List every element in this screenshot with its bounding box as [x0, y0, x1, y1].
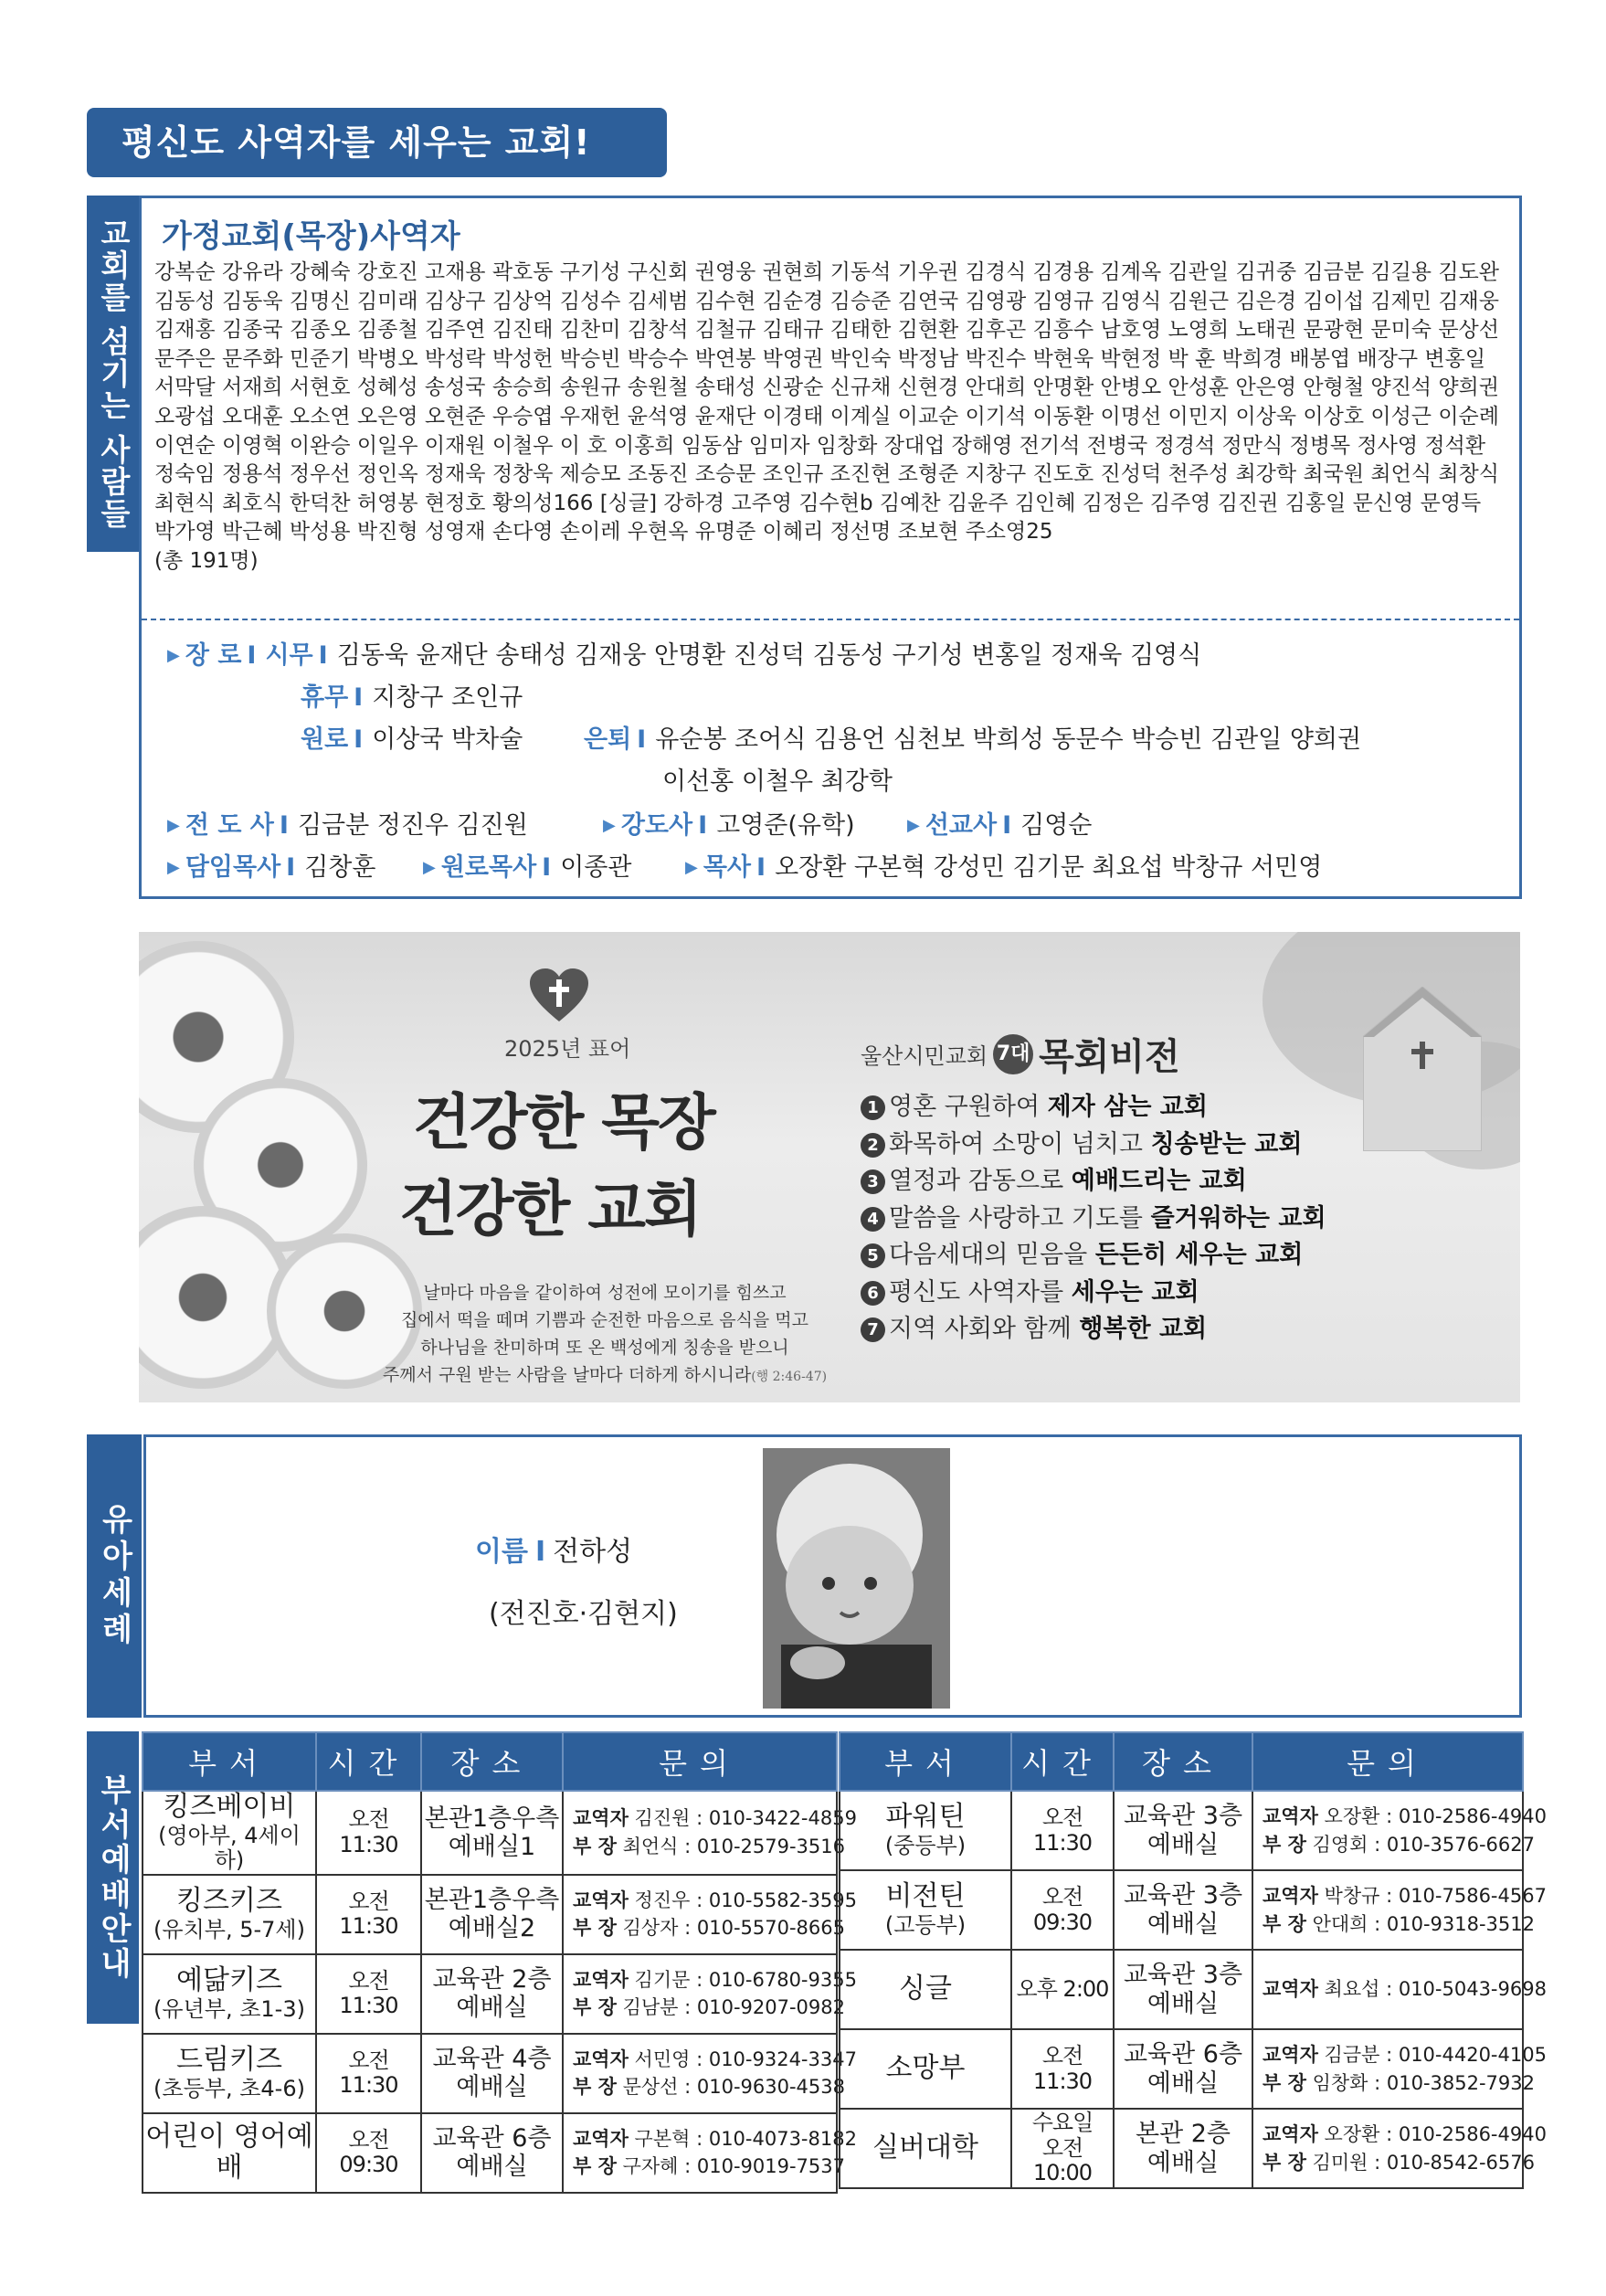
motto-year: 2025년 표어	[504, 1036, 631, 1062]
contact-line	[573, 2125, 857, 2153]
header-place: 장소	[421, 1732, 563, 1791]
dept-name: 비전틴	[885, 1880, 966, 1913]
baby-photo	[763, 1448, 950, 1709]
dept-sub: (고등부)	[884, 1911, 967, 1938]
time-cell	[316, 1791, 421, 1875]
table-row	[143, 2034, 837, 2113]
vision-emphasis: 예배드리는 교회	[1071, 1167, 1247, 1195]
vision-emphasis: 행복한 교회	[1079, 1315, 1208, 1343]
contact-value: 최언식 : 010-2579-3516	[622, 1835, 845, 1857]
baptism-box	[143, 1434, 1522, 1718]
contact-line	[573, 1966, 857, 1994]
table-row	[840, 2029, 1523, 2109]
vision-title: 목회비전	[1039, 1035, 1180, 1078]
place-line-2: 예배실	[456, 2073, 528, 2102]
contact-value: 김미원 : 010-8542-6576	[1312, 2151, 1535, 2174]
place-line-1: 본관1층우측	[424, 1804, 560, 1833]
contact-cell	[1252, 1870, 1547, 1950]
contact-cell	[563, 2034, 857, 2113]
contact-role: 교역자	[573, 2127, 629, 2150]
place-line-2: 예배실	[456, 2153, 528, 2182]
elder-retired-line-2	[662, 761, 893, 797]
retired-elder-names-2: 이선홍 이철우 최강학	[662, 767, 893, 796]
senior-pastor-label: 담임목사	[185, 853, 281, 882]
active-label: 시무	[265, 641, 313, 670]
contact-role: 부 장	[1263, 2071, 1306, 2094]
table-row	[143, 2113, 837, 2193]
vision-item	[861, 1163, 1326, 1201]
contact-value: 오장환 : 010-2586-4940	[1324, 1805, 1547, 1828]
contact-value: 정진우 : 010-5582-3595	[634, 1889, 857, 1911]
motto-line-1: 건강한 목장	[413, 1086, 714, 1158]
elder-rest-line	[301, 677, 523, 713]
vision-number: 6	[861, 1281, 885, 1306]
verse-line: 날마다 마음을 같이하여 성전에 모이기를 힘쓰고	[423, 1283, 787, 1303]
vision-item	[861, 1127, 1326, 1164]
header-dept: 부서	[840, 1732, 1011, 1791]
time-cell	[316, 1954, 421, 2034]
dept-cell	[840, 1950, 1011, 2029]
servant-names	[154, 259, 1514, 577]
pastor-line	[685, 847, 1322, 883]
vision-item	[861, 1237, 1326, 1275]
lecturer-names: 고영준(유학)	[716, 811, 855, 840]
contact-role: 교역자	[1263, 1805, 1318, 1828]
place-line-2: 예배실	[1146, 2148, 1220, 2177]
pastor-names: 오장환 구본혁 강성민 김기문 최요섭 박창규 서민영	[775, 853, 1323, 882]
contact-role: 교역자	[1263, 1885, 1318, 1908]
vision-number: 5	[861, 1243, 885, 1268]
table-row	[143, 1954, 837, 2034]
table-header-row	[840, 1732, 1523, 1791]
heart-cross-icon	[530, 968, 588, 1023]
dept-name: 어린이 영어예배	[145, 2120, 313, 2185]
section-tab-label: 유아세례	[96, 1503, 133, 1649]
contact-line	[573, 1804, 857, 1832]
place-cell	[421, 2113, 563, 2193]
place-line-1: 본관 2층	[1135, 2120, 1231, 2149]
vision-number: 7	[861, 1317, 885, 1342]
place-cell	[421, 1791, 563, 1875]
vision-item	[861, 1275, 1326, 1312]
dept-sub: (초등부, 초4-6)	[153, 2075, 305, 2101]
dept-table-right	[839, 1731, 1547, 2189]
vision-emphasis: 든든히 세우는 교회	[1094, 1241, 1304, 1269]
contact-line	[1263, 1803, 1547, 1830]
place-cell	[1114, 2029, 1252, 2109]
separator: I	[756, 853, 766, 882]
contact-line	[573, 1994, 845, 2021]
separator: I	[637, 725, 647, 754]
contact-line	[1263, 2041, 1547, 2069]
emeritus-pastor-names: 이종관	[560, 853, 632, 882]
dashed-divider	[142, 619, 1519, 620]
vision-item	[861, 1089, 1326, 1127]
evangelist-names: 김금분 정진우 김진원	[297, 811, 528, 840]
vision-number: 3	[861, 1169, 885, 1194]
dept-sub: (중등부)	[884, 1832, 967, 1858]
vision-text: 다음세대의 믿음을	[889, 1241, 1095, 1269]
contact-cell	[563, 1791, 857, 1875]
time-value: 오전 11:30	[339, 1806, 398, 1857]
place-line-2: 예배실1	[448, 1832, 536, 1861]
vision-text: 화목하여 소망이 넘치고	[889, 1129, 1151, 1159]
motto-line-2: 건강한 교회	[399, 1173, 701, 1244]
header-dept: 부서	[143, 1732, 316, 1791]
retired-label: 은퇴	[584, 725, 632, 754]
contact-line	[573, 2046, 857, 2073]
header-contact: 문의	[1252, 1732, 1523, 1791]
section-tab-church-servants	[87, 196, 139, 552]
servant-total: (총 191명)	[154, 548, 259, 573]
contact-role: 교역자	[573, 1889, 629, 1911]
place-line-1: 교육관 4층	[432, 2045, 552, 2074]
verse-line	[363, 1361, 847, 1391]
church-name: 울산시민교회	[861, 1043, 988, 1069]
dept-name: 킹즈키즈	[176, 1885, 282, 1918]
time-cell	[1011, 2029, 1114, 2109]
contact-cell	[1252, 1950, 1547, 2029]
vision-text: 평신도 사역자를	[889, 1277, 1072, 1307]
servant-names-list: 강복순 강유라 강혜숙 강호진 고재용 곽호동 구기성 구신회 권영웅 권현희 기동석 기우권 김경식 김경용 김계옥 김관일 김귀중 김금분 김길용 김도완 김동성 김동욱 김명신 김미래 김상구 김상억 김성수 김세범 김수현 김순경 김승준 김연국 김영광 김영규 김영식 김원근 김은경 김이섭 김제민 김재웅 김재홍 김종국 김종오 김종철 김주연 김진태 김찬미 김창석 김철규 김태규 김태한 김현환 김후곤 김흥수 남호영 노영희 노태권 문광현 문미숙 문상선 문주은 문주화 민준기 박병오 박성락 박성헌 박승빈 박승수 박연봉 박영권 박인숙 박정남 박진수 박현욱 박현정 박 훈 박희경 배봉엽 배장구 변홍일 서막달 서재희 서현호 성혜성 송성국 송승희 송원규 송원철 송태성 신광순 신규채 신현경 안대희 안명환 안병오 안성훈 안은영 안형철 양진석 양희권 오광섭 오대훈 오소연 오은영 오현준 우승엽 우재헌 윤석영 윤재단 이경태 이계실 이교순 이기석 이동환 이명선 이민지 이상욱 이상호 이성근 이순례 이연순 이영혁 이완승 이일우 이재원 이철우 이 호 이홍희 임동삼 임미자 임창화 장대업 장해영 전기석 전병국 정경석 정만식 정병목 정사영 정석환 정숙임 정용석 정우선 정인옥 정재욱 정창욱 제승모 조동진 조승문 조인규 조진현 조형준 지창구 진도호 진성덕 천주성 최강학 최국원 최언식 최창식 최현식 최호식 한덕찬 허영봉 현정호 황의성166 [싱글] 강하경 고주영 김수현b 김예찬 김윤주 김인혜 김정은 김주영 김진권 김홍일 문신영 문영득 박가영 박근혜 박성용 박진형 성영재 손다영 손이레 우현옥 유명준 이혜리 정선명 조보현 주소영25	[154, 260, 1499, 545]
place-cell	[421, 1875, 563, 1954]
vision-text: 지역 사회와 함께	[889, 1315, 1080, 1343]
contact-line	[1263, 1910, 1535, 1938]
table-row	[840, 2109, 1523, 2188]
verse-reference: (행 2:46-47)	[751, 1370, 828, 1384]
place-line-2: 예배실	[1146, 1830, 1220, 1859]
separator: I	[279, 811, 289, 840]
contact-value: 오장환 : 010-2586-4940	[1324, 2123, 1547, 2146]
contact-value: 최요섭 : 010-5043-9698	[1324, 1978, 1547, 2001]
contact-value: 김상자 : 010-5570-8665	[622, 1917, 845, 1940]
separator: I	[286, 853, 296, 882]
dept-name: 싱글	[899, 1973, 952, 2005]
place-cell	[1114, 2109, 1252, 2188]
separator: I	[247, 641, 257, 670]
table-row	[840, 1870, 1523, 1950]
triangle-icon: ▶	[603, 816, 616, 835]
separator: I	[354, 683, 364, 712]
elder-retired-line	[584, 719, 1361, 755]
dept-cell	[143, 1954, 316, 2034]
contact-line	[573, 2073, 845, 2100]
dept-cell	[143, 2113, 316, 2193]
vision-emphasis: 즐거워하는 교회	[1150, 1203, 1326, 1233]
contact-line	[1263, 1975, 1547, 2003]
contact-line	[1263, 2069, 1535, 2097]
contact-value: 문상선 : 010-9630-4538	[622, 2076, 845, 2099]
time-value-2: 오전 10:00	[1032, 2134, 1093, 2186]
header-contact: 문의	[563, 1732, 837, 1791]
vision-text: 열정과 감동으로	[889, 1167, 1072, 1195]
section-tab-departments	[87, 1731, 139, 2024]
section-tab-baptism	[87, 1434, 142, 1718]
dept-sub: (유년부, 초1-3)	[153, 1995, 305, 2022]
missionary-line	[907, 805, 1092, 841]
section-tab-label: 부서예배안내	[94, 1773, 132, 1982]
baby-name-line	[475, 1529, 632, 1569]
place-cell	[421, 2034, 563, 2113]
vision-number: 2	[861, 1133, 885, 1158]
elder-label: 장 로	[185, 641, 242, 670]
contact-role: 부 장	[573, 1996, 617, 2019]
evangelist-line	[167, 805, 528, 841]
time-cell	[316, 1875, 421, 1954]
contact-line	[573, 1887, 857, 1914]
contact-role: 부 장	[573, 2155, 617, 2178]
place-line-1: 교육관 6층	[1123, 2040, 1243, 2069]
vision-emphasis: 칭송받는 교회	[1150, 1129, 1303, 1159]
separator: I	[542, 853, 552, 882]
verse-line-text: 주께서 구원 받는 사람을 날마다 더하게 하시니라	[382, 1365, 752, 1385]
vision-emphasis: 제자 삼는 교회	[1047, 1093, 1208, 1121]
contact-role: 교역자	[573, 1807, 629, 1830]
table-header-row	[143, 1732, 837, 1791]
contact-role: 부 장	[573, 2076, 617, 2099]
dept-name: 파워틴	[885, 1801, 966, 1834]
servants-box	[139, 196, 1522, 899]
table-row	[143, 1875, 837, 1954]
verse-line: 집에서 떡을 떼며 기쁨과 순전한 마음으로 음식을 먹고	[400, 1310, 809, 1330]
time-cell	[1011, 1791, 1114, 1870]
place-line-2: 예배실2	[448, 1914, 536, 1943]
dept-cell	[840, 2109, 1011, 2188]
triangle-icon: ▶	[907, 816, 920, 835]
time-value: 오후 2:00	[1016, 1975, 1109, 2002]
contact-role: 부 장	[1263, 2151, 1306, 2174]
header-time: 시간	[316, 1732, 421, 1791]
triangle-icon: ▶	[423, 858, 436, 877]
dept-cell	[840, 1870, 1011, 1950]
contact-role: 교역자	[573, 1968, 629, 1991]
contact-line	[573, 2153, 845, 2180]
contact-value: 구자혜 : 010-9019-7537	[622, 2155, 845, 2178]
contact-cell	[1252, 2029, 1547, 2109]
name-label: 이름	[475, 1536, 528, 1568]
header-place: 장소	[1114, 1732, 1252, 1791]
separator: I	[318, 641, 328, 670]
place-line-1: 교육관 3층	[1123, 1961, 1243, 1990]
emeritus-label: 원로	[301, 725, 349, 754]
rest-label: 휴무	[301, 683, 349, 712]
place-cell	[1114, 1791, 1252, 1870]
vision-emphasis: 세우는 교회	[1071, 1277, 1199, 1307]
church-house-icon	[1363, 987, 1482, 1151]
elder-emeritus-line	[301, 719, 523, 755]
place-cell	[1114, 1950, 1252, 2029]
emeritus-elder-names: 이상국 박차술	[372, 725, 523, 754]
dept-name: 예닮키즈	[176, 1964, 282, 1997]
place-line-1: 교육관 2층	[432, 1965, 552, 1994]
servants-heading: 가정교회(목장)사역자	[162, 218, 460, 255]
time-cell	[1011, 2109, 1114, 2188]
vision-number: 1	[861, 1095, 885, 1120]
time-value: 오전 11:30	[339, 1967, 398, 2019]
separator: I	[534, 1536, 546, 1568]
place-line-1: 교육관 3층	[1123, 1802, 1243, 1831]
contact-line	[1263, 2121, 1547, 2148]
header-time: 시간	[1011, 1732, 1114, 1791]
contact-role: 부 장	[573, 1835, 617, 1857]
time-cell	[1011, 1950, 1114, 2029]
time-value: 오전 09:30	[1032, 1883, 1093, 1935]
contact-cell	[1252, 1791, 1547, 1870]
contact-role: 부 장	[1263, 1912, 1306, 1935]
place-cell	[421, 1954, 563, 2034]
bible-verse	[363, 1279, 847, 1391]
place-line-1: 교육관 3층	[1123, 1881, 1243, 1910]
contact-line	[573, 1914, 845, 1942]
vision-text: 말씀을 사랑하고 기도를	[889, 1203, 1151, 1233]
contact-value: 김진원 : 010-3422-4859	[634, 1807, 857, 1830]
missionary-names: 김영순	[1020, 811, 1093, 840]
place-line-2: 예배실	[456, 1994, 528, 2023]
contact-cell	[563, 1954, 857, 2034]
contact-value: 박창규 : 010-7586-4567	[1324, 1885, 1547, 1908]
table-row	[143, 1791, 837, 1875]
dept-sub: (영아부, 4세이하)	[158, 1822, 301, 1874]
time-value: 수요일	[1031, 2110, 1094, 2136]
dept-table-left	[142, 1731, 857, 2194]
contact-line	[1263, 1831, 1535, 1858]
evangelist-label: 전 도 사	[185, 811, 274, 840]
vision-number: 4	[861, 1207, 885, 1232]
table-row	[840, 1950, 1523, 2029]
triangle-icon: ▶	[167, 858, 180, 877]
contact-role: 교역자	[573, 2047, 629, 2070]
contact-line	[573, 1833, 845, 1860]
senior-pastor-line	[167, 847, 375, 883]
place-line-2: 예배실	[1146, 1989, 1220, 2018]
time-cell	[1011, 1870, 1114, 1950]
contact-value: 김영회 : 010-3576-6627	[1312, 1833, 1535, 1856]
contact-value: 임창화 : 010-3852-7932	[1312, 2071, 1535, 2094]
verse-line: 하나님을 찬미하며 또 온 백성에게 칭송을 받으니	[420, 1338, 789, 1358]
dept-cell	[143, 1875, 316, 1954]
emeritus-pastor-line	[423, 847, 631, 883]
place-line-1: 교육관 6층	[432, 2124, 552, 2153]
contact-role: 교역자	[1263, 2044, 1318, 2067]
time-cell	[316, 2113, 421, 2193]
time-value: 오전 11:30	[1032, 2042, 1093, 2094]
contact-cell	[563, 1875, 857, 1954]
contact-role: 교역자	[1263, 2123, 1318, 2146]
place-line-2: 예배실	[1146, 2069, 1220, 2098]
contact-line	[1263, 1882, 1547, 1910]
dept-cell	[840, 1791, 1011, 1870]
elder-active-line	[167, 635, 1201, 671]
time-value: 오전 11:30	[339, 1888, 398, 1940]
dept-name: 드림키즈	[176, 2044, 282, 2077]
time-value: 오전 09:30	[339, 2126, 398, 2178]
triangle-icon: ▶	[167, 646, 180, 665]
separator: I	[698, 811, 708, 840]
dept-cell	[143, 1791, 316, 1875]
pastor-label: 목사	[703, 853, 752, 882]
dept-cell	[143, 2034, 316, 2113]
vision-count-badge: 7대	[993, 1034, 1033, 1074]
contact-role: 부 장	[1263, 1833, 1306, 1856]
contact-cell	[1252, 2109, 1547, 2188]
motto-banner	[139, 932, 1520, 1402]
lecturer-label: 강도사	[620, 811, 693, 840]
contact-value: 김기문 : 010-6780-9355	[634, 1968, 857, 1991]
place-cell	[1114, 1870, 1252, 1950]
vision-text: 영혼 구원하여	[889, 1093, 1048, 1121]
section-tab-label: 교회를 섬기는 사람들	[95, 217, 132, 530]
dept-name: 실버대학	[872, 2132, 978, 2164]
time-value: 오전 11:30	[1032, 1804, 1093, 1856]
page-title: 평신도 사역자를 세우는 교회!	[87, 108, 667, 177]
missionary-label: 선교사	[925, 811, 998, 840]
senior-pastor-names: 김창훈	[304, 853, 376, 882]
contact-value: 안대희 : 010-9318-3512	[1312, 1912, 1535, 1935]
contact-line	[1263, 2149, 1535, 2176]
baby-name: 전하성	[553, 1536, 633, 1568]
separator: I	[1002, 811, 1012, 840]
table-row	[840, 1791, 1523, 1870]
contact-value: 구본혁 : 010-4073-8182	[634, 2127, 857, 2150]
vision-header	[861, 1028, 1180, 1080]
lecturer-line	[603, 805, 855, 841]
time-cell	[316, 2034, 421, 2113]
dept-name: 킹즈베이비	[163, 1791, 296, 1823]
emeritus-pastor-label: 원로목사	[440, 853, 537, 882]
contact-value: 김금분 : 010-4420-4105	[1324, 2044, 1547, 2067]
separator: I	[354, 725, 364, 754]
active-elder-names: 김동욱 윤재단 송태성 김재웅 안명환 진성덕 김동성 구기성 변홍일 정재욱 김영식	[336, 641, 1202, 670]
dept-name: 소망부	[885, 2052, 966, 2085]
dept-cell	[840, 2029, 1011, 2109]
baby-parents: (전진호·김현지)	[489, 1598, 678, 1630]
contact-role: 부 장	[573, 1917, 617, 1940]
vision-list	[861, 1089, 1326, 1349]
place-line-2: 예배실	[1146, 1910, 1220, 1939]
contact-value: 서민영 : 010-9324-3347	[634, 2047, 857, 2070]
retired-elder-names: 유순봉 조어식 김용언 심천보 박희성 동문수 박승빈 김관일 양희권	[655, 725, 1362, 754]
contact-value: 김남분 : 010-9207-0982	[622, 1996, 845, 2019]
vision-item	[861, 1201, 1326, 1238]
triangle-icon: ▶	[685, 858, 698, 877]
rest-elder-names: 지창구 조인규	[372, 683, 523, 712]
contact-cell	[563, 2113, 857, 2193]
dept-sub: (유치부, 5-7세)	[153, 1916, 305, 1942]
time-value: 오전 11:30	[339, 2047, 398, 2099]
place-line-1: 본관1층우측	[424, 1886, 560, 1915]
vision-item	[861, 1311, 1326, 1349]
triangle-icon: ▶	[167, 816, 180, 835]
contact-role: 교역자	[1263, 1978, 1318, 2001]
